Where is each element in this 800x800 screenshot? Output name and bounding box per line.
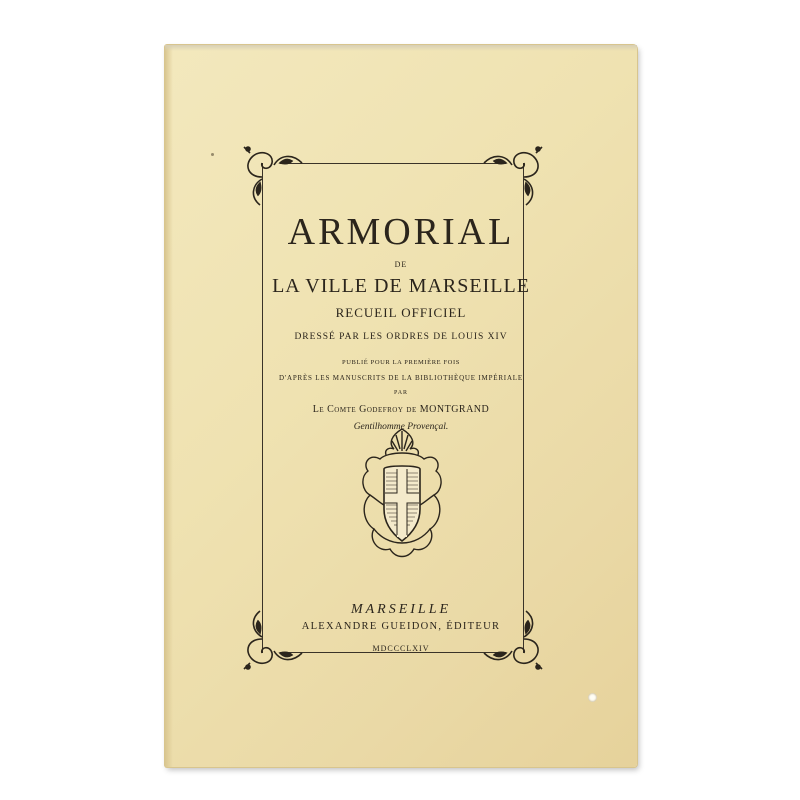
cover-city-title: LA VILLE DE MARSEILLE [272,275,530,297]
paper-hole [588,693,597,702]
flourish-corner-icon [240,609,304,673]
cover-par: PAR [393,390,409,396]
paper-spot [211,153,214,156]
cover-dresse-line: DRESSÉ PAR LES ORDRES DE LOUIS XIV [294,332,508,342]
cover-subtitle: RECUEIL OFFICIEL [335,305,467,320]
publisher-line: ALEXANDRE GUEIDON, ÉDITEUR [301,621,501,632]
frame-top-rule [280,163,506,164]
cover-title: ARMORIAL [287,211,515,253]
publication-year: MDCCCLXIV [372,644,430,653]
cover-publie-line: PUBLIÉ POUR LA PREMIÈRE FOIS [342,359,460,366]
cover-apres-line: D'APRÈS LES MANUSCRITS DE LA BIBLIOTHÈQUE IMPÉRIALE [279,374,523,382]
flourish-corner-icon [482,609,546,673]
marseille-coat-of-arms-icon [350,425,454,565]
imprint-city: MARSEILLE [350,602,452,617]
cover-de: DE [394,260,408,269]
book-cover [165,45,637,767]
cover-author-desc: Gentilhomme Provençal. [353,422,449,432]
flourish-corner-icon [482,143,546,207]
flourish-corner-icon [240,143,304,207]
cover-author: Le Comte Godefroy de MONTGRAND [312,404,490,415]
top-edge [165,45,637,51]
